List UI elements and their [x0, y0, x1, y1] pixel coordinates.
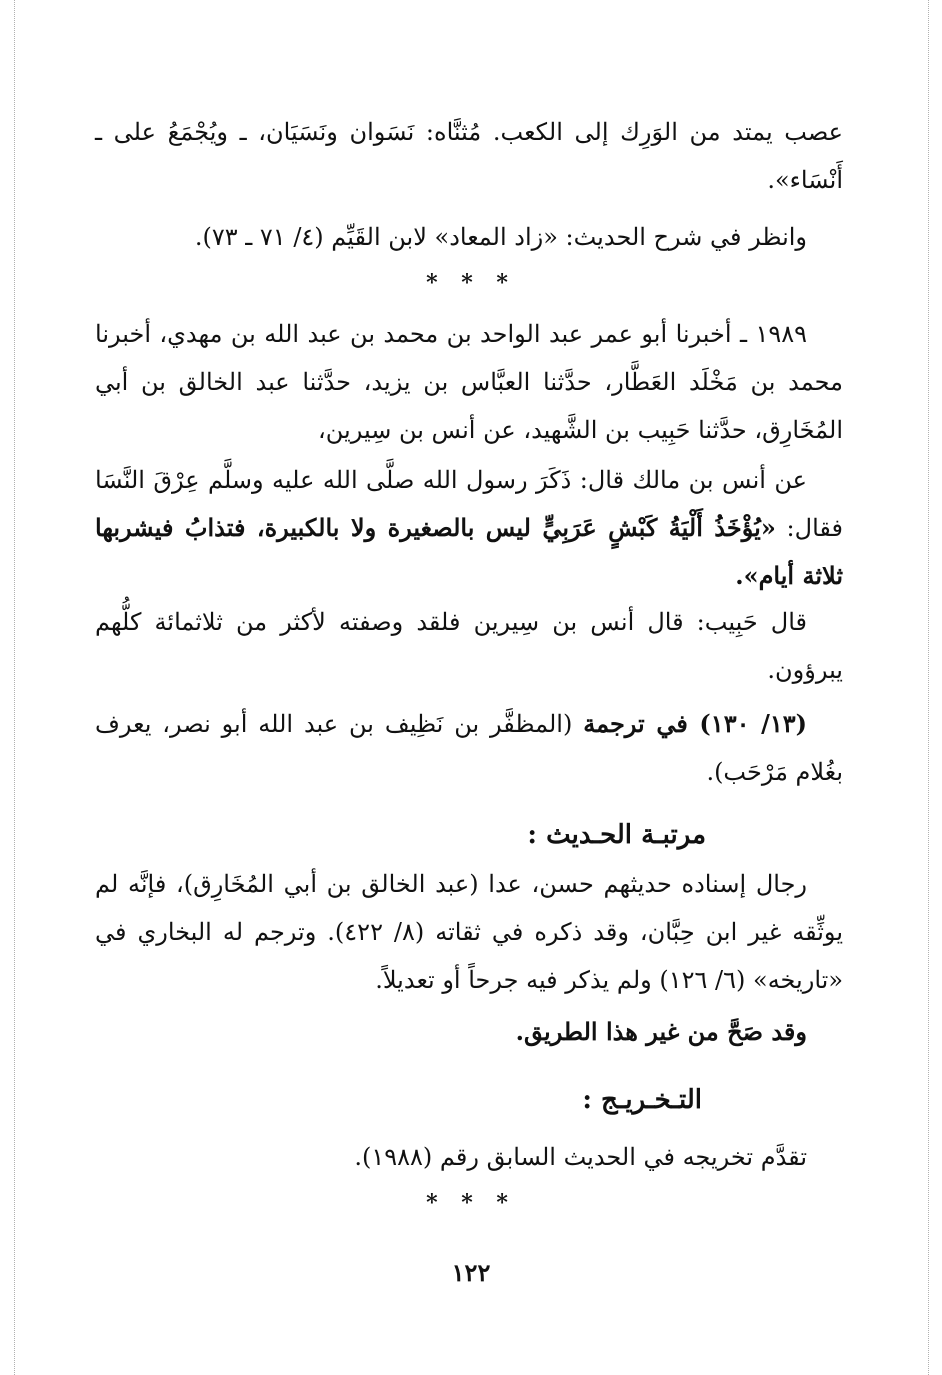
hadith-text-lead: عن أنس بن مالك قال: ذَكَرَ رسول الله صلَّى الله عليه وسلَّم عِرْقَ النَّسَا فقال: — [95, 466, 843, 542]
rank-conclusion: وقد صَحَّ من غير هذا الطريق. — [515, 1017, 807, 1046]
section-separator: * * * — [426, 270, 516, 296]
hadith-text-quote: «يُؤْخَذُ أَلْيَةُ كَبْشٍ عَرَبِيٍّ ليس بالصغيرة ولا بالكبيرة، فتذابُ فيشربها ثلاثة أيام». — [95, 513, 843, 590]
paragraph-reference: وانظر في شرح الحديث: «زاد المعاد» لابن القَيِّم (٤/ ٧١ ـ ٧٣). — [194, 223, 807, 251]
hadith-text — [95, 456, 843, 600]
heading-hadith-rank: مرتبـة الحـديث : — [527, 820, 706, 850]
page-number: ١٢٢ — [451, 1258, 491, 1287]
section-separator-end: * * * — [426, 1190, 516, 1216]
rank-text: رجال إسناده حديثهم حسن، عدا (عبد الخالق بن أبي المُخَارِق)، فإنَّه لم يوثِّقه غير ابن حِبَّان، وقد ذكره في ثقاته (٨/ ٤٢٢). وترجم له البخاري في «تاريخه» (٦/ ١٢٦) ولم يذكر فيه جرحاً أو تعديلاً. — [95, 870, 843, 994]
biography-reference — [95, 700, 843, 796]
left-page-edge — [14, 0, 15, 1375]
takhrij-text: تقدَّم تخريجه في الحديث السابق رقم (١٩٨٨). — [354, 1143, 807, 1171]
biography-volume-page: (١٣/ ١٣٠) في ترجمة — [583, 709, 807, 738]
heading-takhrij: التـخـريـج : — [582, 1085, 702, 1115]
habib-statement: قال حَبِيب: قال أنس بن سِيرين فلقد وصفته لأكثر من ثلاثمائة كلُّهم يبرؤون. — [95, 608, 843, 684]
paragraph-continuation: عصب يمتد من الوَرِك إلى الكعب. مُثنَّاه: نَسَوان ونَسَيَان، ـ ويُجْمَعُ على ـ أَنْسَاء». — [95, 118, 843, 194]
biography-name: (المظفَّر بن نَظِيف بن عبد الله أبو نصر، يعرف بغُلام مَرْحَب). — [95, 710, 843, 786]
hadith-chain: ١٩٨٩ ـ أخبرنا أبو عمر عبد الواحد بن محمد بن عبد الله بن مهدي، أخبرنا محمد بن مَخْلَد العَطَّار، حدَّثنا العبَّاس بن يزيد، حدَّثنا عبد الخالق بن أبي المُخَارِق، حدَّثنا حَبِيب بن الشَّهيد، عن أنس بن سِيرين، — [95, 320, 843, 444]
right-page-edge — [928, 0, 929, 1375]
